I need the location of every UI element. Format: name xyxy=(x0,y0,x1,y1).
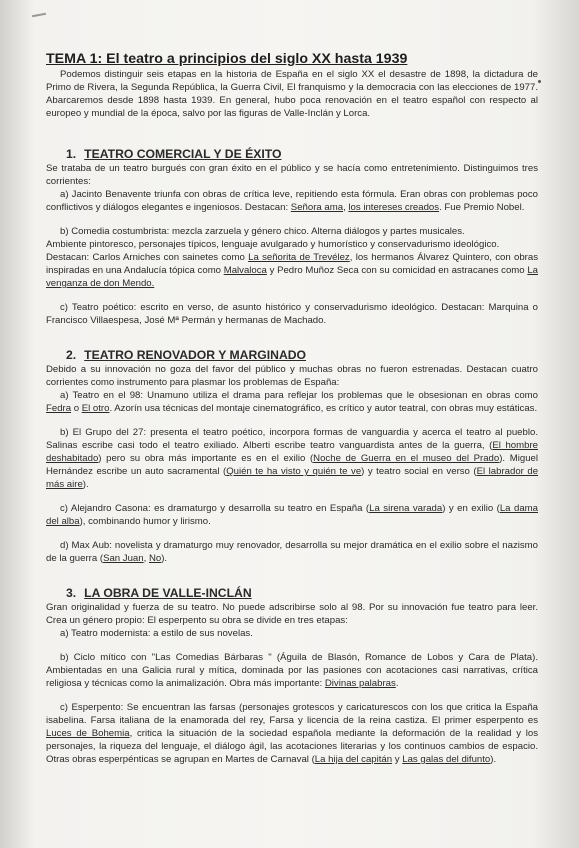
work-title: Fedra xyxy=(46,403,72,414)
work-title: No xyxy=(148,553,162,564)
work-title: La señorita de Trevélez xyxy=(248,252,350,263)
work-title: Quién te ha visto y quién te ve xyxy=(226,466,362,477)
section-3-heading xyxy=(46,585,538,601)
work-title: Malvaloca xyxy=(223,265,267,276)
section-2-item-a: a) Teatro en el 98: Unamuno utiliza el drama para reflejar los problemas que le obsesionan en obras como Fedra o El otro. Azorín usa técnicas del montaje cinematográfico, es crítico y autor teatral, con obras muy estáticas. xyxy=(46,390,538,414)
work-title: Las galas del difunto xyxy=(402,754,491,765)
section-1-item-c: c) Teatro poético: escrito en verso, de asunto histórico y conservadurismo ideológico. Destacan: Marquina o Francisco Villaespesa, José Mª Permán y hermanas de Machado. xyxy=(46,302,538,326)
section-3-item-b: b) Ciclo mítico con "Las Comedias Bárbaras " (Águila de Blasón, Romance de Lobos y Cara de Plata). Ambientadas en una Galicia rural y mítica, dominada por las pasiones con acotaciones casi narrativas, crítica religiosa y técnicas como la animalización. Obra más importante: Divinas palabras. xyxy=(46,652,538,689)
work-title: El otro xyxy=(81,403,110,414)
work-title: La hija del capitán xyxy=(314,754,393,765)
work-title: La sirena varada xyxy=(369,503,443,514)
section-2-number: 2. xyxy=(66,348,77,362)
work-title: San Juan xyxy=(103,553,144,564)
section-1-item-b-line3: Destacan: Carlos Arniches con sainetes como La señorita de Trevélez, los hermanos Álvarez Quintero, con obras inspiradas en una Andalucía tópica como Malvaloca y Pedro Muñoz Seca con su comicidad en astracanes como La venganza de don Mendo. xyxy=(46,252,538,289)
section-2-item-b: b) El Grupo del 27: presenta el teatro poético, incorpora formas de vanguardia y acerca el teatro al pueblo. Salinas escribe casi todo el teatro exiliado. Alberti escribe teatro vanguardista antes de la guerra, (El hombre deshabitado) pero su obra más importante es en el exilio (Noche de Guerra en el museo del Prado). Miguel Hernández escribe un auto sacramental (Quién te ha visto y quién te ve) y teatro social en verso (El labrador de más aire). xyxy=(46,427,539,490)
work-title: El labrador de más aire xyxy=(46,466,539,490)
section-2-intro: Debido a su innovación no goza del favor del público y muchas obras no fueron estrenadas. Destacan cuatro corrientes como instrumento para plasmar los problemas de España: xyxy=(46,364,538,388)
work-title: La venganza de don Mendo. xyxy=(46,265,538,289)
intro-paragraph: Podemos distinguir seis etapas en la historia de España en el siglo XX el desastre de 1898, la dictadura de Primo de Rivera, la Segunda República, la Guerra Civil, El franquismo y la democracia con las elecciones de 1977. Abarcaremos desde 1898 hasta 1939. En general, hubo poca renovación en el teatro español con respecto al europeo y mundial de la época, salvo por las figuras de Valle-Inclán y Lorca. xyxy=(46,69,538,119)
section-1-item-a: a) Jacinto Benavente triunfa con obras de crítica leve, repitiendo esta fórmula. Eran obras con problemas poco conflictivos y diálogos elegantes e ingeniosos. Destacan: Señora ama, los intereses creados. Fue Premio Nobel. xyxy=(46,189,538,213)
section-1-item-b-line1: b) Comedia costumbrista: mezcla zarzuela y género chico. Alterna diálogos y partes musicales. xyxy=(60,226,465,237)
section-3-intro: Gran originalidad y fuerza de su teatro. No puede adscribirse solo al 98. Por su innovación fue teatro para leer. Crea un género propio: El esperpento su obra se divide en tres etapas: xyxy=(46,602,538,626)
section-2-title: TEATRO RENOVADOR Y MARGINADO xyxy=(84,348,307,362)
section-2-item-d: d) Max Aub: novelista y dramaturgo muy renovador, desarrolla su mejor dramática en el exilio sobre el nazismo de la guerra (San Juan, No). xyxy=(46,540,538,564)
work-title: los intereses creados xyxy=(348,202,440,213)
work-title: Divinas palabras xyxy=(324,678,396,689)
work-title: Señora ama xyxy=(290,202,344,213)
section-1-number: 1. xyxy=(66,147,77,161)
section-1-intro: Se trataba de un teatro burgués con gran éxito en el público y se hacía como entretenimiento. Distinguimos tres corrientes: xyxy=(46,163,538,187)
work-title: El hombre deshabitado xyxy=(46,440,539,464)
document-title: TEMA 1: El teatro a principios del siglo XX hasta 1939 xyxy=(46,51,408,67)
ink-dot xyxy=(538,80,541,83)
document-body xyxy=(46,50,538,766)
section-3-item-c: c) Esperpento: Se encuentran las farsas (personajes grotescos y caricaturescos con los que critica la España isabelina. Farsa italiana de la enamorada del rey, Farsa y licencia de la reina castiza. El primer esperpento es Luces de Bohemia, critica la situación de la sociedad española mediante la deformación de la realidad y los personajes, la riqueza del lenguaje, el diálogo ágil, las acotaciones literarias y los continuos cambios de espacio. Otras obras esperpénticas se agrupan en Martes de Carnaval (La hija del capitán y Las galas del difunto). xyxy=(46,702,539,765)
section-3-title: LA OBRA DE VALLE-INCLÁN xyxy=(84,586,252,600)
work-title: Noche de Guerra en el museo del Prado xyxy=(313,453,500,464)
section-1-heading xyxy=(46,146,538,162)
work-title: Luces de Bohemia xyxy=(46,728,130,739)
section-3-number: 3. xyxy=(66,586,77,600)
section-3-item-a: a) Teatro modernista: a estilo de sus novelas. xyxy=(60,628,253,639)
work-title: La dama del alba xyxy=(46,503,538,527)
section-1-title: TEATRO COMERCIAL Y DE ÉXITO xyxy=(84,147,282,161)
section-2-heading xyxy=(46,347,538,363)
section-1-item-b-line2: Ambiente pintoresco, personajes típicos, lenguaje avulgarado y humorístico y conservadurismo ideológico. xyxy=(46,239,500,250)
section-2-item-c: c) Alejandro Casona: es dramaturgo y desarrolla su teatro en España (La sirena varada) y en exilio (La dama del alba), combinando humor y lirismo. xyxy=(46,503,538,527)
pen-mark xyxy=(32,13,46,17)
